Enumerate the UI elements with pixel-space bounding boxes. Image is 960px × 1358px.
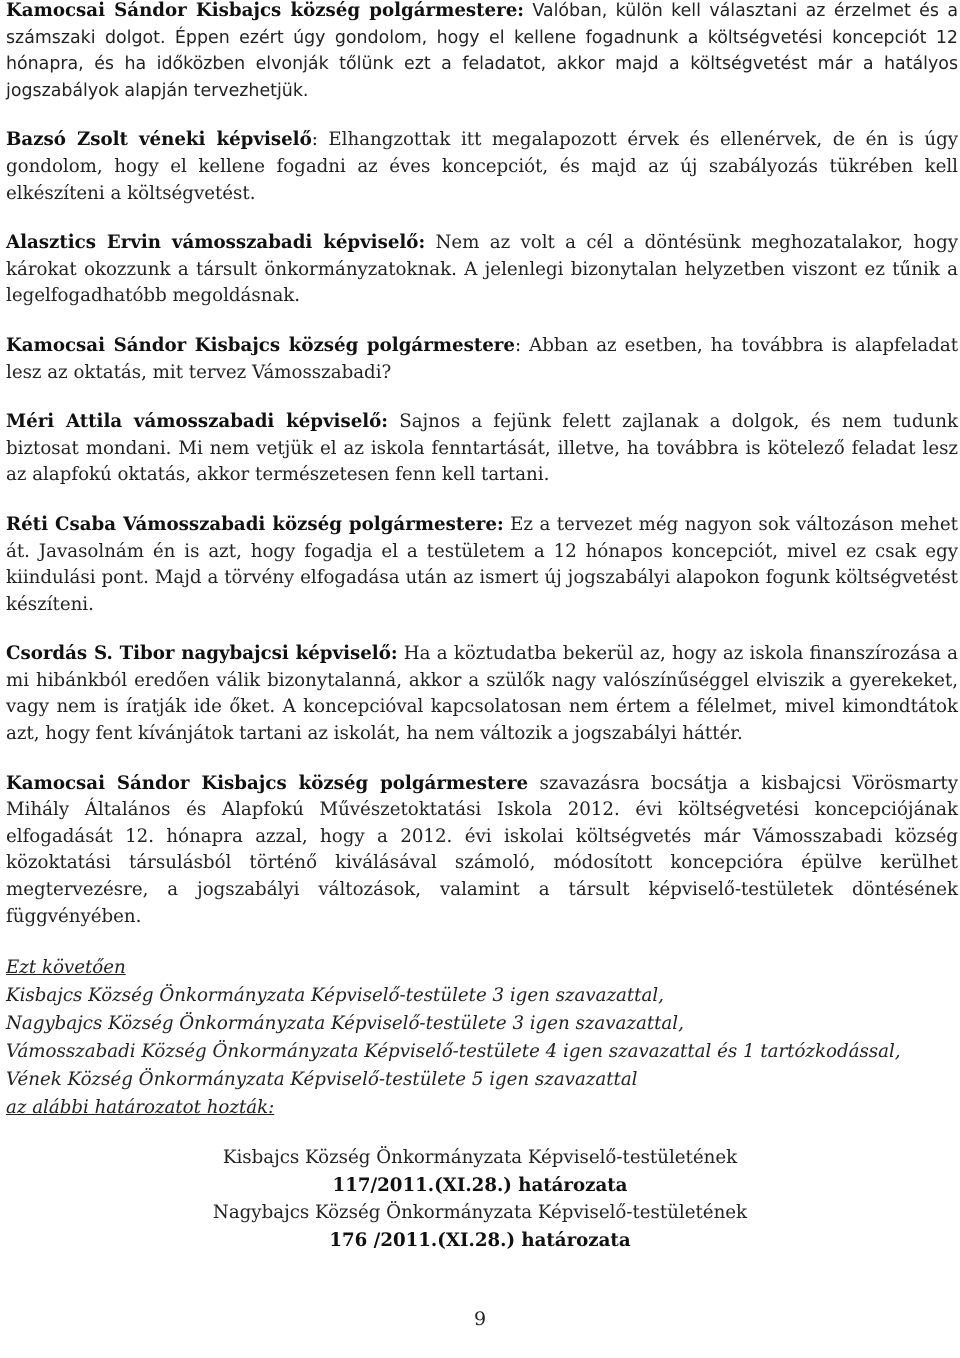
vote-line: Vámosszabadi Község Önkormányzata Képviselő-testülete 4 igen szavazattal és 1 tartózkodással, — [6, 1041, 901, 1063]
speaker-name: Kamocsai Sándor Kisbajcs község polgármestere — [6, 772, 529, 794]
paragraph-text: Ez a tervezet még nagyon sok változáson mehet át. Javasolnám én is azt, hogy fogadja el a testületem a 12 hónapos koncepciót, mivel ez csak egy kiindulási pont. Majd a törvény elfogadása után az ismert új jogszabályi alapokon fogunk költségvetést készíteni. — [6, 513, 958, 615]
speaker-name: Méri Attila vámosszabadi képviselő: — [6, 411, 389, 433]
vote-line: Kisbajcs Község Önkormányzata Képviselő-testülete 3 igen szavazattal, — [6, 985, 664, 1007]
paragraph-bazso — [6, 127, 958, 207]
speaker-name: Bazsó Zsolt véneki képviselő — [6, 129, 312, 151]
resolution-body: Kisbajcs Község Önkormányzata Képviselő-testületének — [222, 1147, 738, 1169]
page-number: 9 — [473, 1308, 487, 1330]
speaker-name: Kamocsai Sándor Kisbajcs község polgármestere — [6, 334, 515, 356]
paragraph-text: Ha a köztudatba bekerül az, hogy az iskola finanszírozása a mi hibánkból eredően válik bizonytalanná, akkor a szülők nagy valószínűséggel elviszik a gyerekeket, vagy nem is íratják ide őket. A koncepcióval kapcsolatosan nem értem a félelmet, mivel kimondtátok azt, hogy fent kívánjátok tartani az iskolát, ha nem változik a jogszabályi háttér. — [6, 643, 958, 745]
vote-block — [6, 954, 958, 1122]
paragraph-text: szavazásra bocsátja a kisbajcsi Vörösmarty Mihály Általános és Alapfokú Művészetoktatási Iskola 2012. évi költségvetési koncepciójának elfogadását 12. hónapra azzal, hogy a 2012. évi iskolai költségvetés már Vámosszabadi község közoktatási társulásból történő kiválásával számoló, módosított koncepcióra épülve kerülhet megtervezésre, a jogszabályi változások, valamint a társult képviselő-testületek döntésének függvényében. — [6, 772, 958, 927]
speaker-name: Csordás S. Tibor nagybajcsi képviselő: — [6, 643, 398, 665]
paragraph-text: : Elhangzottak itt megalapozott érvek és ellenérvek, de én is úgy gondolom, hogy el kellene fogadni az éves koncepciót, és majd az új szabályozás tükrében kell elkészíteni a költségvetést. — [6, 129, 958, 204]
paragraph-alasztics — [6, 230, 958, 310]
paragraph-kamocsai-2 — [6, 333, 958, 386]
resolution-body: Nagybajcs Község Önkormányzata Képviselő-testületének — [212, 1202, 748, 1224]
vote-outro: az alábbi határozatot hozták: — [6, 1097, 275, 1119]
speaker-name: Réti Csaba Vámosszabadi község polgármestere: — [6, 513, 504, 535]
paragraph-text: Sajnos a fejünk felett zajlanak a dolgok, és nem tudunk biztosat mondani. Mi nem vetjük el az iskola fenntartását, illetve, ha továbbra is kötelező feladat lesz az alapfokú oktatás, akkor természetesen fenn kell tartani. — [6, 411, 958, 486]
vote-line: Nagybajcs Község Önkormányzata Képviselő-testülete 3 igen szavazattal, — [6, 1013, 684, 1035]
paragraph-meri — [6, 409, 958, 489]
resolution-number: 176 /2011.(XI.28.) határozata — [329, 1229, 631, 1251]
vote-intro: Ezt követően — [6, 957, 126, 979]
resolution-headings — [0, 1144, 960, 1254]
speaker-name: Alasztics Ervin vámosszabadi képviselő: — [6, 232, 426, 254]
speaker-name: Kamocsai Sándor Kisbajcs község polgármestere: — [6, 0, 524, 21]
paragraph-text: Valóban, külön kell választani az érzelmet és a számszaki dolgot. Éppen ezért úgy gondolom, hogy el kellene fogadnunk a költségvetési koncepciót 12 hónapra, és ha időközben elvonják tőlünk ezt a feladatot, akkor majd a költségvetést már a hatályos jogszabályok alapján tervezhetjük. — [6, 1, 958, 101]
paragraph-reti — [6, 512, 958, 618]
paragraph-csordas — [6, 641, 958, 747]
vote-line: Vének Község Önkormányzata Képviselő-testülete 5 igen szavazattal — [6, 1069, 638, 1091]
resolution-number: 117/2011.(XI.28.) határozata — [332, 1174, 628, 1196]
paragraph-text: Nem az volt a cél a döntésünk meghozatalakor, hogy károkat okozzunk a társult önkormányzatoknak. A jelenlegi bizonytalan helyzetben viszont ez tűnik a legelfogadhatóbb megoldásnak. — [6, 232, 958, 307]
paragraph-kamocsai-vote — [6, 771, 958, 931]
document-page — [6, 0, 958, 1254]
paragraph-kamocsai-1 — [6, 0, 958, 104]
paragraph-text: : Abban az esetben, ha továbbra is alapfeladat lesz az oktatás, mit tervez Vámosszabadi? — [6, 334, 958, 383]
